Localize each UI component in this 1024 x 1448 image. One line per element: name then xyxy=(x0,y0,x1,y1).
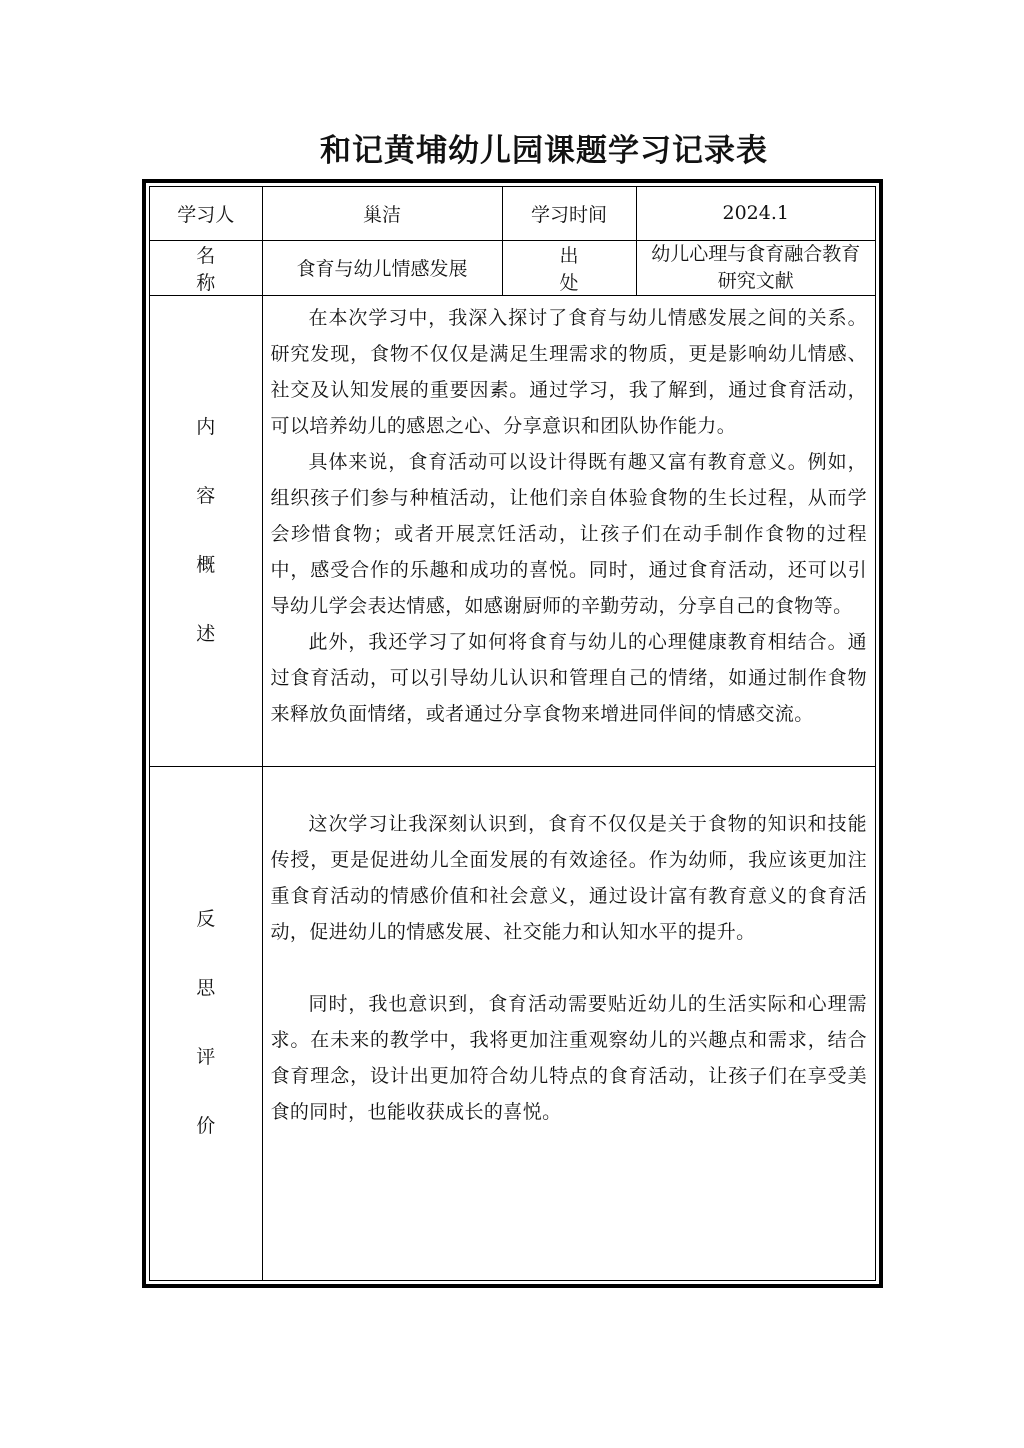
learner-label: 学习人 xyxy=(150,187,262,240)
learner-row xyxy=(150,187,875,240)
source-value: 幼儿心理与食育融合教育研究文献 xyxy=(636,240,875,295)
reflection-label-char: 价 xyxy=(196,1115,216,1138)
page-title: 和记黄埔幼儿园课题学习记录表 xyxy=(320,133,768,169)
reflection-row xyxy=(150,766,875,1280)
content-label-char: 述 xyxy=(196,622,216,645)
learner-value: 巢洁 xyxy=(262,187,502,240)
reflection-label-char: 评 xyxy=(196,1046,216,1069)
content-label-char: 概 xyxy=(196,553,216,576)
content-summary xyxy=(262,295,875,766)
record-table xyxy=(150,187,875,1280)
reflection-label-char: 反 xyxy=(196,908,216,931)
reflection-text xyxy=(262,766,875,1280)
content-row xyxy=(150,295,875,766)
record-table-frame xyxy=(142,179,883,1288)
name-value: 食育与幼儿情感发展 xyxy=(262,240,502,295)
content-paragraph: 在本次学习中，我深入探讨了食育与幼儿情感发展之间的关系。研究发现，食物不仅仅是满足生理需求的物质，更是影响幼儿情感、社交及认知发展的重要因素。通过学习，我了解到，通过食育活动，可以培养幼儿的感恩之心、分享意识和团队协作能力。 xyxy=(270,306,867,437)
reflection-paragraph: 这次学习让我深刻认识到，食育不仅仅是关于食物的知识和技能传授，更是促进幼儿全面发展的有效途径。作为幼师，我应该更加注重食育活动的情感价值和社会意义，通过设计富有教育意义的食育活动，促进幼儿的情感发展、社交能力和认知水平的提升。 xyxy=(270,812,867,943)
time-label: 学习时间 xyxy=(502,187,636,240)
content-paragraph: 具体来说，食育活动可以设计得既有趣又富有教育意义。例如，组织孩子们参与种植活动，让他们亲自体验食物的生长过程，从而学会珍惜食物；或者开展烹饪活动，让孩子们在动手制作食物的过程中，感受合作的乐趣和成功的喜悦。同时，通过食育活动，还可以引导幼儿学会表达情感，如感谢厨师的辛勤劳动，分享自己的食物等。 xyxy=(270,450,867,617)
source-label: 出处 xyxy=(502,240,636,295)
reflection-label xyxy=(150,766,262,1280)
reflection-label-char: 思 xyxy=(196,977,216,1000)
content-paragraph: 此外，我还学习了如何将食育与幼儿的心理健康教育相结合。通过食育活动，可以引导幼儿认识和管理自己的情绪，如通过制作食物来释放负面情绪，或者通过分享食物来增进同伴间的情感交流。 xyxy=(270,630,867,725)
record-table-inner xyxy=(149,186,876,1281)
content-label xyxy=(150,295,262,766)
content-label-char: 内 xyxy=(196,415,216,438)
name-label: 名称 xyxy=(150,240,262,295)
name-row xyxy=(150,240,875,295)
time-value: 2024.1 xyxy=(636,187,875,240)
reflection-paragraph: 同时，我也意识到，食育活动需要贴近幼儿的生活实际和心理需求。在未来的教学中，我将更加注重观察幼儿的兴趣点和需求，结合食育理念，设计出更加符合幼儿特点的食育活动，让孩子们在享受美食的同时，也能收获成长的喜悦。 xyxy=(270,992,867,1123)
content-label-char: 容 xyxy=(196,484,216,507)
